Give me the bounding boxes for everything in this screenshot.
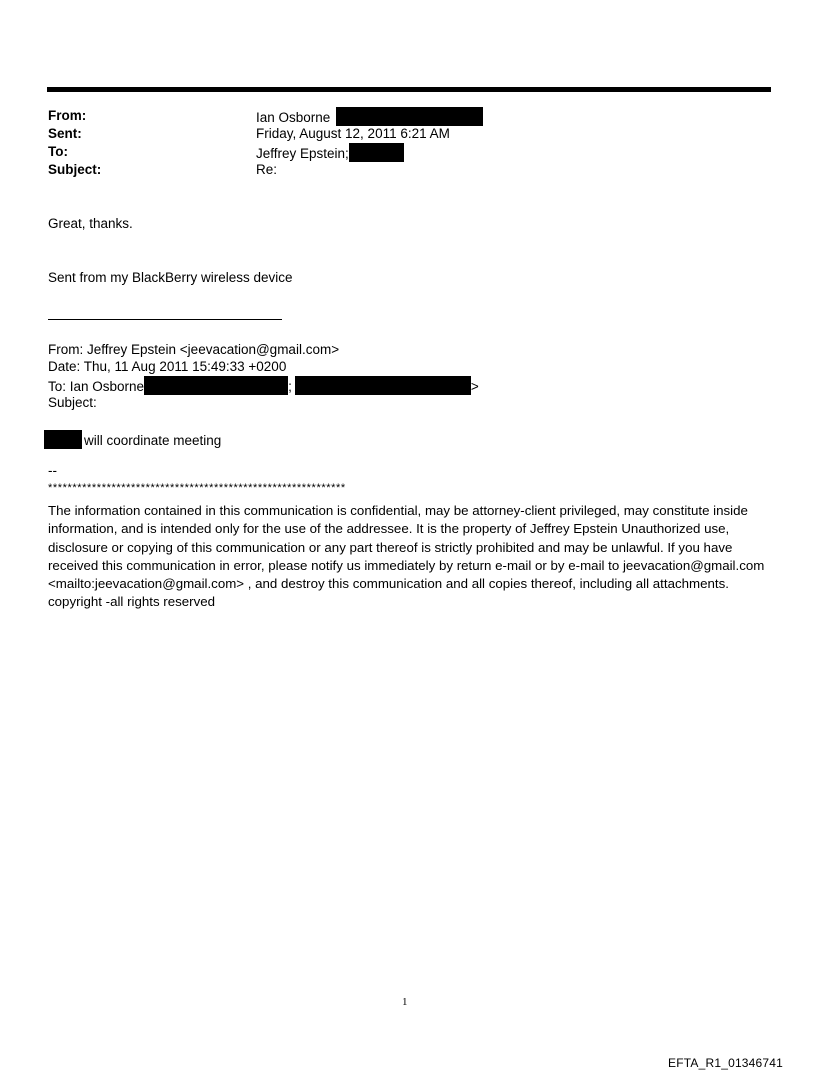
quoted-from-line: From: Jeffrey Epstein <jeevacation@gmail.com>	[48, 342, 340, 357]
quoted-date-line: Date: Thu, 11 Aug 2011 15:49:33 +0200	[48, 359, 287, 374]
document-id: EFTA_R1_01346741	[668, 1056, 784, 1070]
disclaimer-paragraph: The information contained in this communication is confidential, may be attorney-client privileged, may constitute inside information, and is intended only for the use of the addressee. It is the property of Jeffrey Epstein Unauthorized use, disclosure or copying of this communication or any part thereof is strictly prohibited and may be unlawful. If you have received this communication in error, please notify us immediately by return e-mail or by e-mail to jeevacation@gmail.com <mailto:jeevacation@gmail.com> , and destroy this communication and all copies thereof, including all attachments. copyright -all rights reserved	[48, 503, 765, 610]
redaction-block	[44, 430, 82, 449]
to-value	[256, 143, 404, 163]
redaction-block	[349, 143, 404, 162]
quoted-subject-line: Subject:	[48, 395, 97, 410]
reply-text: Great, thanks.	[48, 216, 133, 231]
sent-value: Friday, August 12, 2011 6:21 AM	[256, 126, 450, 141]
from-name: Ian Osborne	[256, 110, 331, 125]
stars-line: *************************************************************	[48, 482, 346, 494]
from-label: From:	[48, 108, 87, 123]
quote-separator	[48, 319, 282, 320]
subject-label: Subject:	[48, 162, 102, 177]
quoted-to-end: >	[470, 379, 479, 394]
quoted-to-prefix: To: Ian Osborne	[48, 379, 145, 394]
redaction-block	[295, 376, 471, 395]
quoted-message	[44, 430, 221, 450]
subject-value: Re:	[256, 162, 278, 177]
page-number: 1	[402, 996, 408, 1008]
dash-line: --	[48, 463, 57, 478]
quoted-to-line	[48, 376, 479, 396]
to-name: Jeffrey Epstein;	[256, 146, 349, 161]
quoted-to-semicolon: ;	[288, 379, 292, 394]
sent-label: Sent:	[48, 126, 82, 141]
quoted-message-text: will coordinate meeting	[84, 433, 222, 448]
from-value	[256, 107, 483, 127]
header-rule	[47, 87, 771, 92]
signature-text: Sent from my BlackBerry wireless device	[48, 270, 293, 285]
redaction-block	[144, 376, 288, 395]
to-label: To:	[48, 144, 68, 159]
redaction-block	[336, 107, 483, 126]
